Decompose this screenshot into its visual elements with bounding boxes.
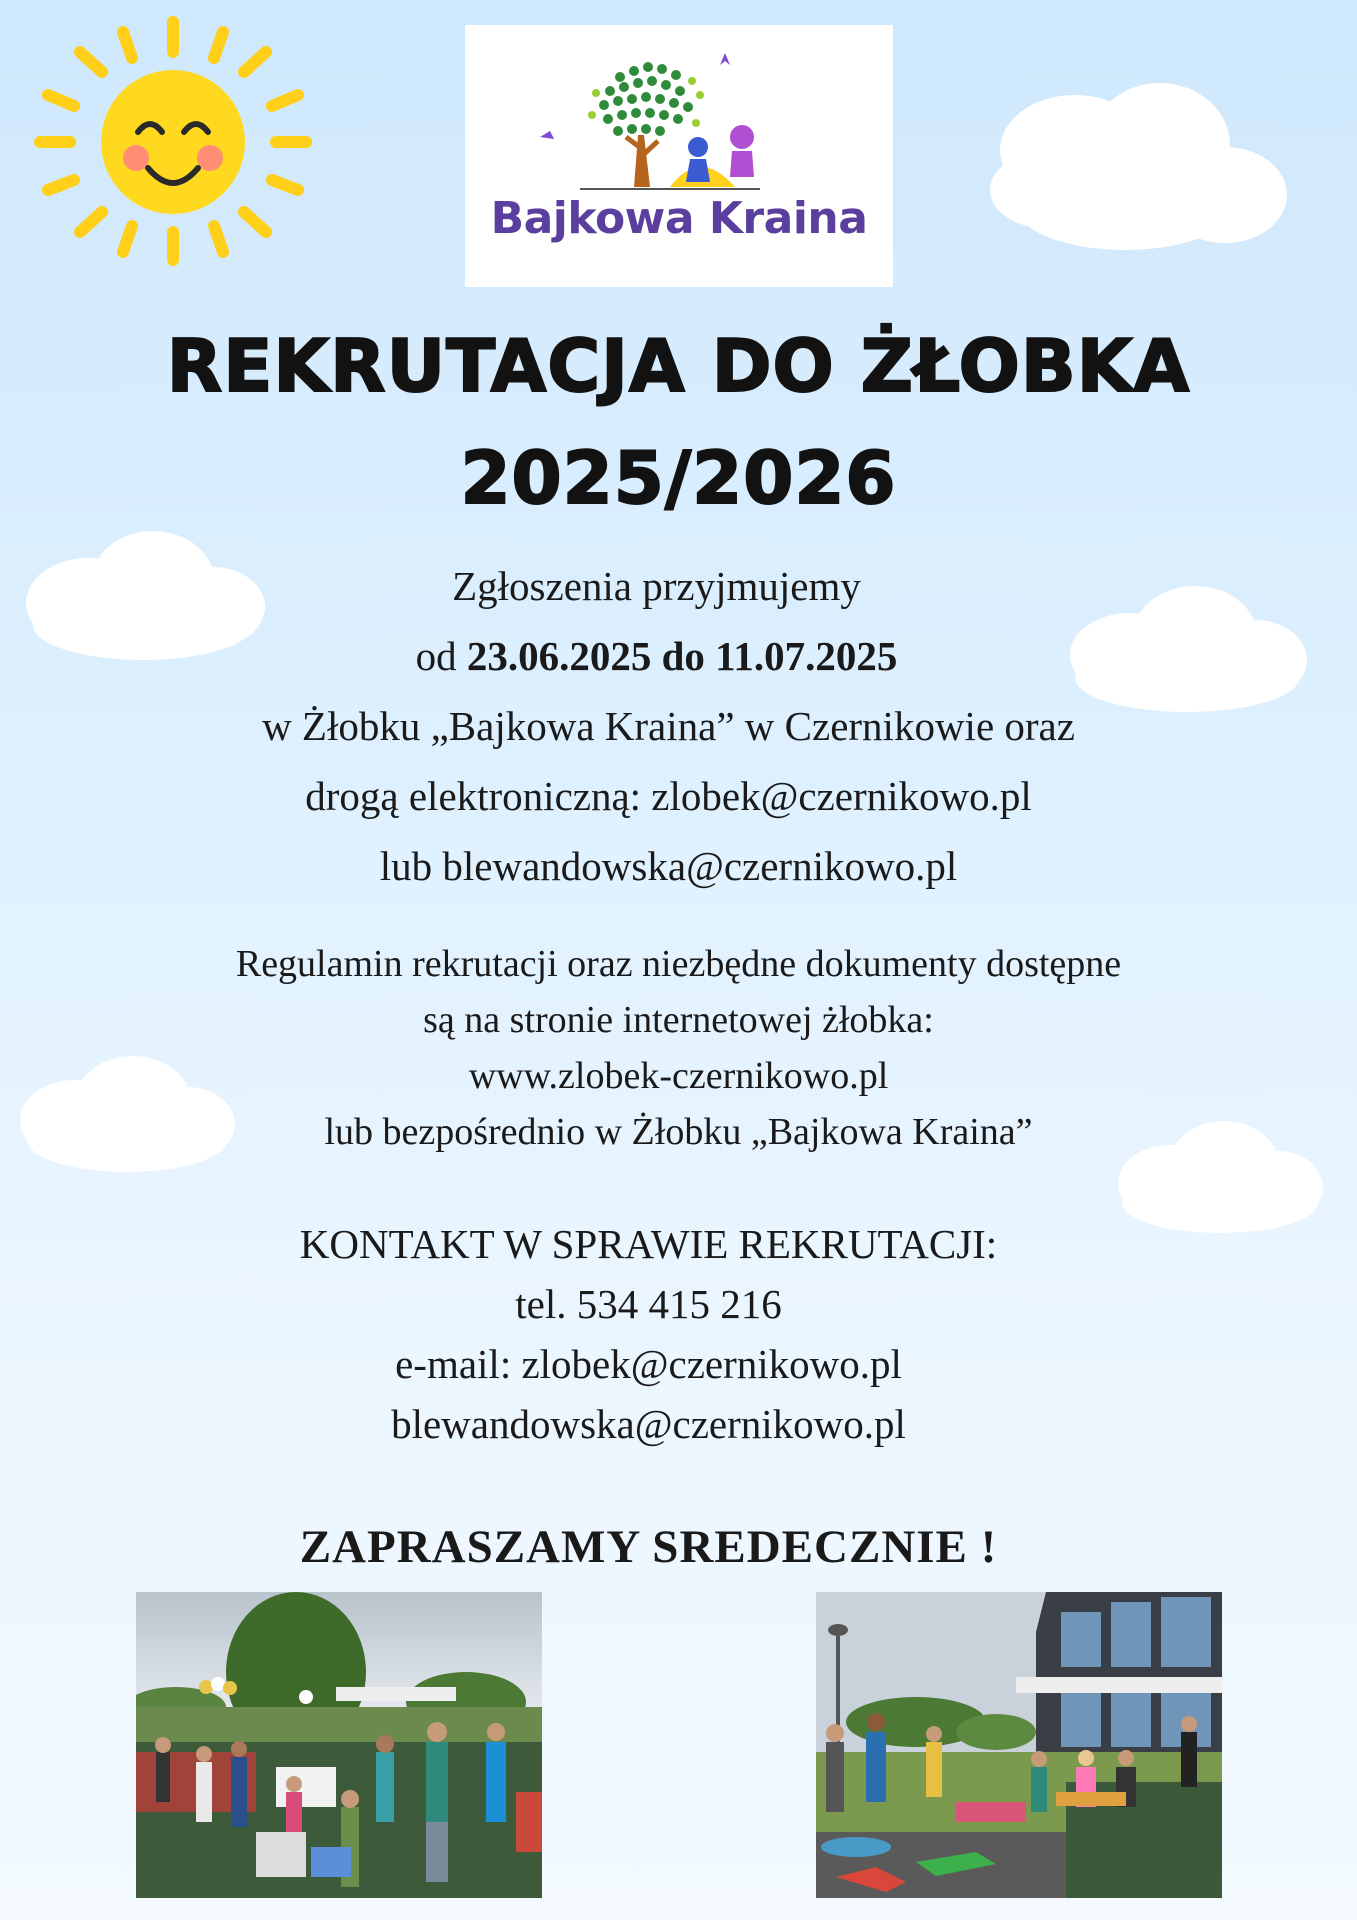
applications-line2-prefix: od — [415, 633, 467, 679]
rules-line4: lub bezpośrednio w Żłobku „Bajkowa Kraina” — [324, 1111, 1033, 1153]
headline-line2: 2025/2026 — [460, 436, 897, 520]
invite-text: ZAPRASZAMY SREDECZNIE ! — [299, 1521, 998, 1573]
headline-line1: REKRUTACJA DO ŻŁOBKA — [166, 324, 1191, 408]
applications-line5: lub blewandowska@czernikowo.pl — [379, 843, 958, 889]
rules-line2: są na stronie internetowej żłobka: — [423, 999, 934, 1041]
photo-outdoor-event — [136, 1592, 542, 1898]
rules-line1: Regulamin rekrutacji oraz niezbędne dokumenty dostępne — [235, 943, 1122, 985]
applications-line3: w Żłobku „Bajkowa Kraina” w Czernikowie oraz — [262, 703, 1075, 749]
tree-icon — [520, 37, 780, 197]
contact-phone: tel. 534 415 216 — [515, 1281, 782, 1327]
applications-line1: Zgłoszenia przyjmujemy — [452, 563, 861, 609]
cloud-icon — [985, 75, 1295, 265]
contact-heading: KONTAKT W SPRAWIE REKRUTACJI: — [299, 1221, 998, 1267]
sun-icon — [28, 10, 318, 270]
logo — [465, 25, 893, 287]
logo-text: Bajkowa Kraina — [490, 193, 868, 244]
rules-website: www.zlobek-czernikowo.pl — [468, 1055, 889, 1097]
applications-line4: drogą elektroniczną: zlobek@czernikowo.pl — [305, 773, 1032, 819]
applications-line2 — [0, 632, 1335, 680]
applications-dates: 23.06.2025 do 11.07.2025 — [466, 633, 898, 679]
contact-email2: blewandowska@czernikowo.pl — [391, 1401, 906, 1447]
contact-email1: e-mail: zlobek@czernikowo.pl — [395, 1341, 902, 1387]
photo-nursery-yard — [816, 1592, 1222, 1898]
